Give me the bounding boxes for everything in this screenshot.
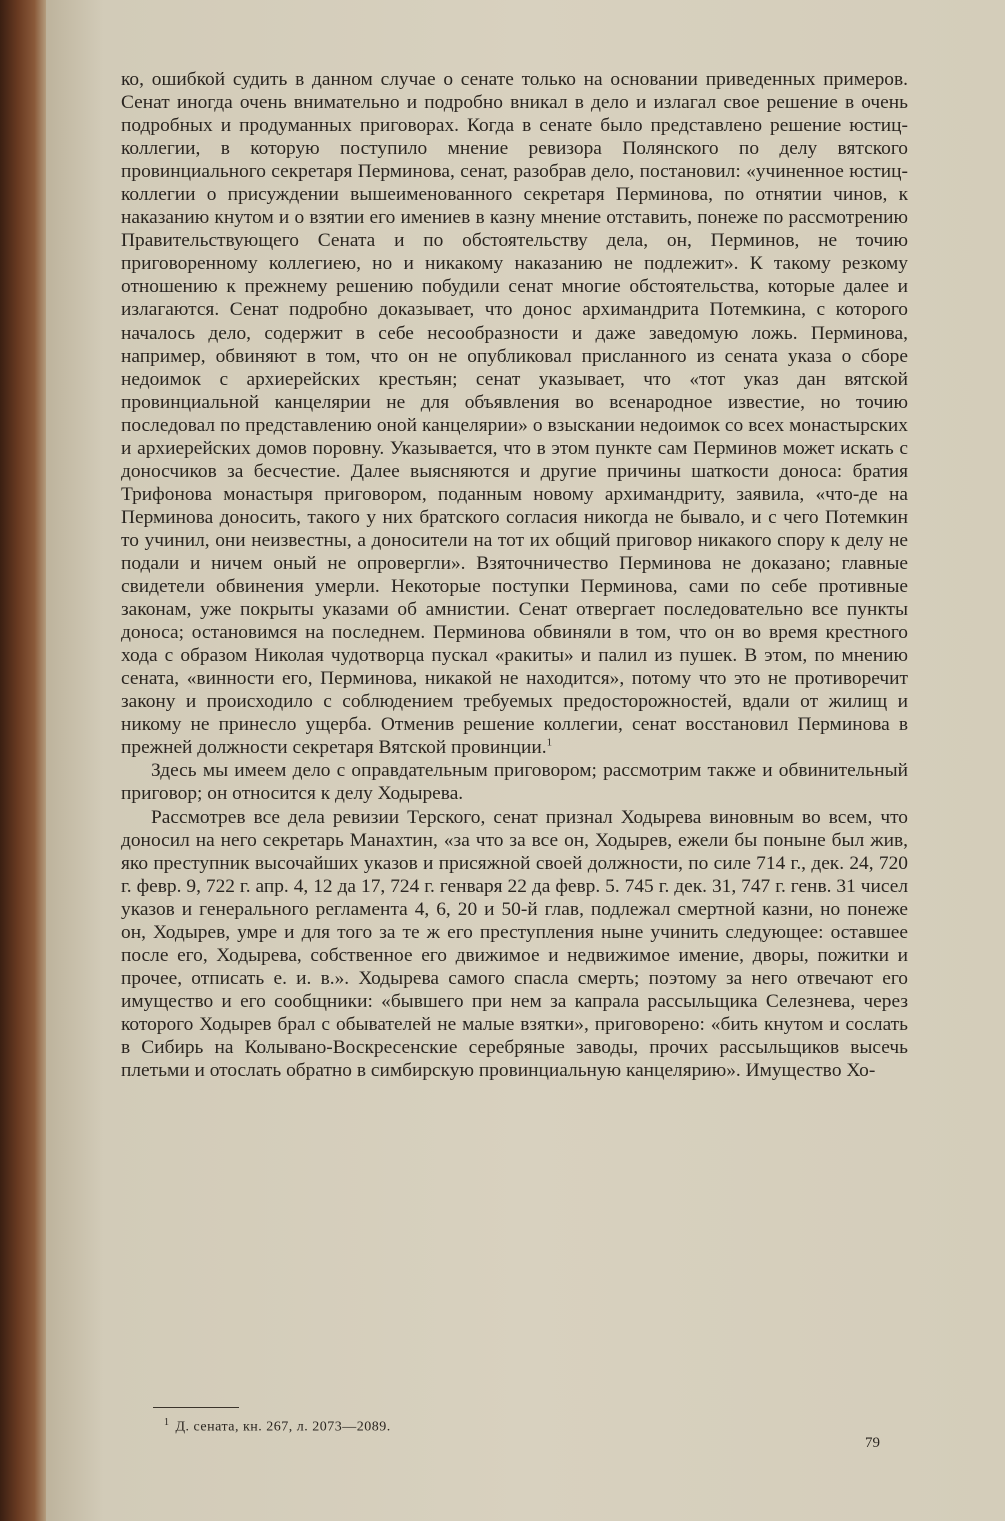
main-text [121, 68, 908, 1082]
footnote-reference: 1 [546, 736, 553, 749]
footnote [164, 1417, 391, 1436]
footnote-text: Д. сената, кн. 267, л. 2073—2089. [175, 1419, 391, 1435]
paragraph-1-text: ко, ошибкой судить в данном случае о сенате только на основании приведенных примеров. Сенат иногда очень внимательно и подробно вникал в дело и излагал свое решение в очень подробных и продуманных приговорах. Когда в сенате было представлено решение юстиц-коллегии, в которую поступило мнение ревизора Полянского по делу вятского провинциального секретаря Перминова, сенат, разобрав дело, постановил: «учиненное юстиц-коллегии о присуждении вышеименованного секретаря Перминова, по отнятии чинов, к наказанию кнутом и о взятии его имениев в казну мнение отставить, понеже по рассмотрению Правительствующего Сената и по обстоятельству дела, он, Перминов, не точию приговоренному коллегиею, но и никакому наказанию не подлежит». К такому резкому отношению к прежнему решению побудили сенат многие обстоятельства, которые далее и излагаются. Сенат подробно доказывает, что донос архимандрита Потемкина, с которого началось дело, содержит в себе несообразности и даже заведомую ложь. Перминова, например, обвиняют в том, что он не опубликовал присланного из сената указа о сборе недоимок с архиерейских крестьян; сенат указывает, что «тот указ дан вятской провинциальной канцелярии не для объявления во всенародное известие, но точию последовал по представлению оной канцелярии» о взыскании недоимок со всех монастырских и архиерейских домов поровну. Указывается, что в этом пункте сам Перминов может искать с доносчиков за бесчестие. Далее выясняются и другие причины шаткости доноса: братия Трифонова монастыря приговором, поданным новому архимандриту, заявила, «что-де на Перминова доносить, такого у них братского согласия никогда не бывало, и с чего Потемкин то учинил, они неизвестны, а доносители на тот их общий приговор никакого спору к делу не подали и ничем оный не опровергли». Взяточничество Перминова не доказано; главные свидетели обвинения умерли. Некоторые поступки Перминова, сами по себе противные законам, уже покрыты указами об амнистии. Сенат отвергает последовательно все пункты доноса; остановимся на последнем. Перминова обвиняли в том, что он во время крестного хода с образом Николая чудотворца пускал «ракиты» и палил из пушек. В этом, по мнению сената, «винности его, Перминова, никакой не находится», потому что это не противоречит закону и происходило с соблюдением требуемых предосторожностей, вдали от жилищ и никому не принесло ущерба. Отменив решение коллегии, сенат восстановил Перминова в прежней должности секретаря Вятской провинции. [121, 69, 908, 759]
paragraph-3: Рассмотрев все дела ревизии Терского, сенат признал Ходырева виновным во всем, что доносил на него секретарь Манахтин, «за что за все он, Ходырев, ежели бы поныне был жив, яко преступник высочайших указов и присяжной своей должности, по силе 714 г., дек. 24, 720 г. февр. 9, 722 г. апр. 4, 12 да 17, 724 г. генваря 22 да февр. 5. 745 г. дек. 31, 747 г. генв. 31 чисел указов и генерального регламента 4, 6, 20 и 50-й глав, подлежал смертной казни, но понеже он, Ходырев, умре и для того за те ж его преступления ныне учинить следующее: оставшее после его, Ходырева, собственное его движимое и недвижимое имение, дворы, пожитки и прочее, отписать е. и. в.». Ходырева самого спасла смерть; поэтому за него отвечают его имущество и его сообщники: «бывшего при нем за капрала рассыльщика Селезнева, через которого Ходырев брал с обывателей не малые взятки», приговорено: «бить кнутом и сослать в Сибирь на Колывано-Воскресенские серебряные заводы, прочих рассыльщиков высечь плетьми и отослать обратно в симбирскую провинциальную канцелярию». Имуществo Хо- [121, 806, 908, 1082]
paragraph-2: Здесь мы имеем дело с оправдательным приговором; рассмотрим также и обвинительный приговор; он относится к делу Ходырева. [121, 760, 908, 805]
footnote-divider [153, 1407, 239, 1408]
page-number: 79 [865, 1435, 880, 1451]
book-page [46, 0, 1005, 1521]
footnote-mark: 1 [164, 1417, 170, 1428]
paragraph-1 [121, 68, 908, 759]
book-spine-shadow [0, 0, 46, 1521]
